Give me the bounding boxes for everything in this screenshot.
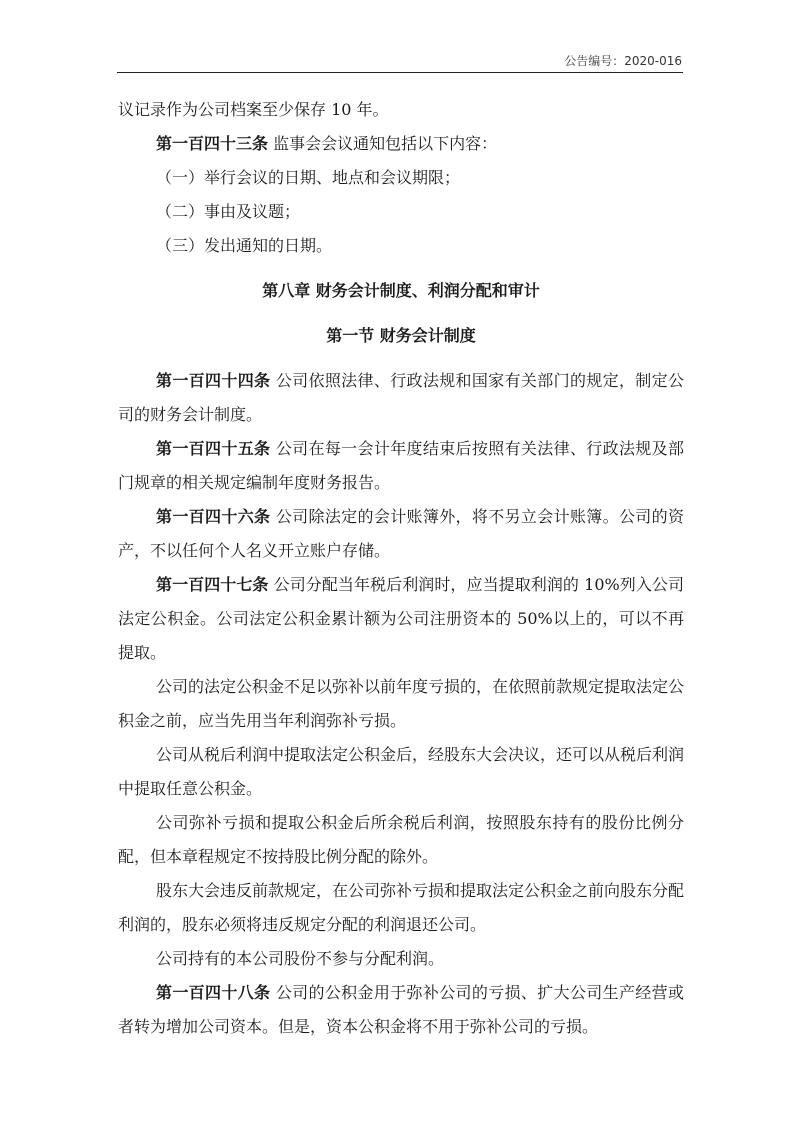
paragraph: 股东大会违反前款规定，在公司弥补亏损和提取法定公积金之前向股东分配利润的，股东必须将违反规定分配的利润退还公司。 — [118, 881, 685, 934]
paragraph-continuation: 议记录作为公司档案至少保存 10 年。 — [118, 100, 389, 119]
article-number: 第一百四十六条 — [156, 507, 271, 526]
paragraph: 公司从税后利润中提取法定公积金后，经股东大会决议，还可以从税后利润中提取任意公积金。 — [118, 745, 685, 798]
article-number: 第一百四十五条 — [156, 439, 271, 458]
article-number: 第一百四十三条 — [156, 134, 269, 153]
paragraph: 公司持有的本公司股份不参与分配利润。 — [156, 949, 445, 968]
list-item-3: （三）发出通知的日期。 — [156, 236, 333, 255]
list-item-2: （二）事由及议题； — [156, 202, 301, 221]
article-147: 第一百四十七条 公司分配当年税后利润时，应当提取利润的 10%列入公司法定公积金。公司法定公积金累计额为公司注册资本的 50%以上的，可以不再提取。 — [118, 575, 684, 662]
paragraph: 公司弥补亏损和提取公积金后所余税后利润，按照股东持有的股份比例分配，但本章程规定不按持股比例分配的除外。 — [118, 813, 684, 866]
section-heading: 第一节 财务会计制度 — [326, 326, 476, 345]
announcement-number: 公告编号：2020-016 — [564, 54, 682, 68]
article-number: 第一百四十七条 — [156, 575, 269, 594]
article-number: 第一百四十四条 — [156, 371, 271, 390]
article-148: 第一百四十八条 公司的公积金用于弥补公司的亏损、扩大公司生产经营或者转为增加公司资本。但是，资本公积金将不用于弥补公司的亏损。 — [118, 983, 684, 1036]
article-144: 第一百四十四条 公司依照法律、行政法规和国家有关部门的规定，制定公司的财务会计制度。 — [118, 371, 684, 424]
article-number: 第一百四十八条 — [156, 983, 271, 1002]
document-body — [118, 93, 684, 1044]
article-143: 第一百四十三条 监事会会议通知包括以下内容： — [156, 134, 498, 153]
list-item-1: （一）举行会议的日期、地点和会议期限； — [156, 168, 461, 187]
paragraph: 公司的法定公积金不足以弥补以前年度亏损的，在依照前款规定提取法定公积金之前，应当先用当年利润弥补亏损。 — [118, 677, 685, 730]
chapter-heading: 第八章 财务会计制度、利润分配和审计 — [262, 281, 540, 300]
header-divider — [117, 72, 683, 73]
article-145: 第一百四十五条 公司在每一会计年度结束后按照有关法律、行政法规及部门规章的相关规定编制年度财务报告。 — [118, 439, 684, 492]
article-146: 第一百四十六条 公司除法定的会计账簿外，将不另立会计账簿。公司的资产，不以任何个人名义开立账户存储。 — [118, 507, 684, 560]
